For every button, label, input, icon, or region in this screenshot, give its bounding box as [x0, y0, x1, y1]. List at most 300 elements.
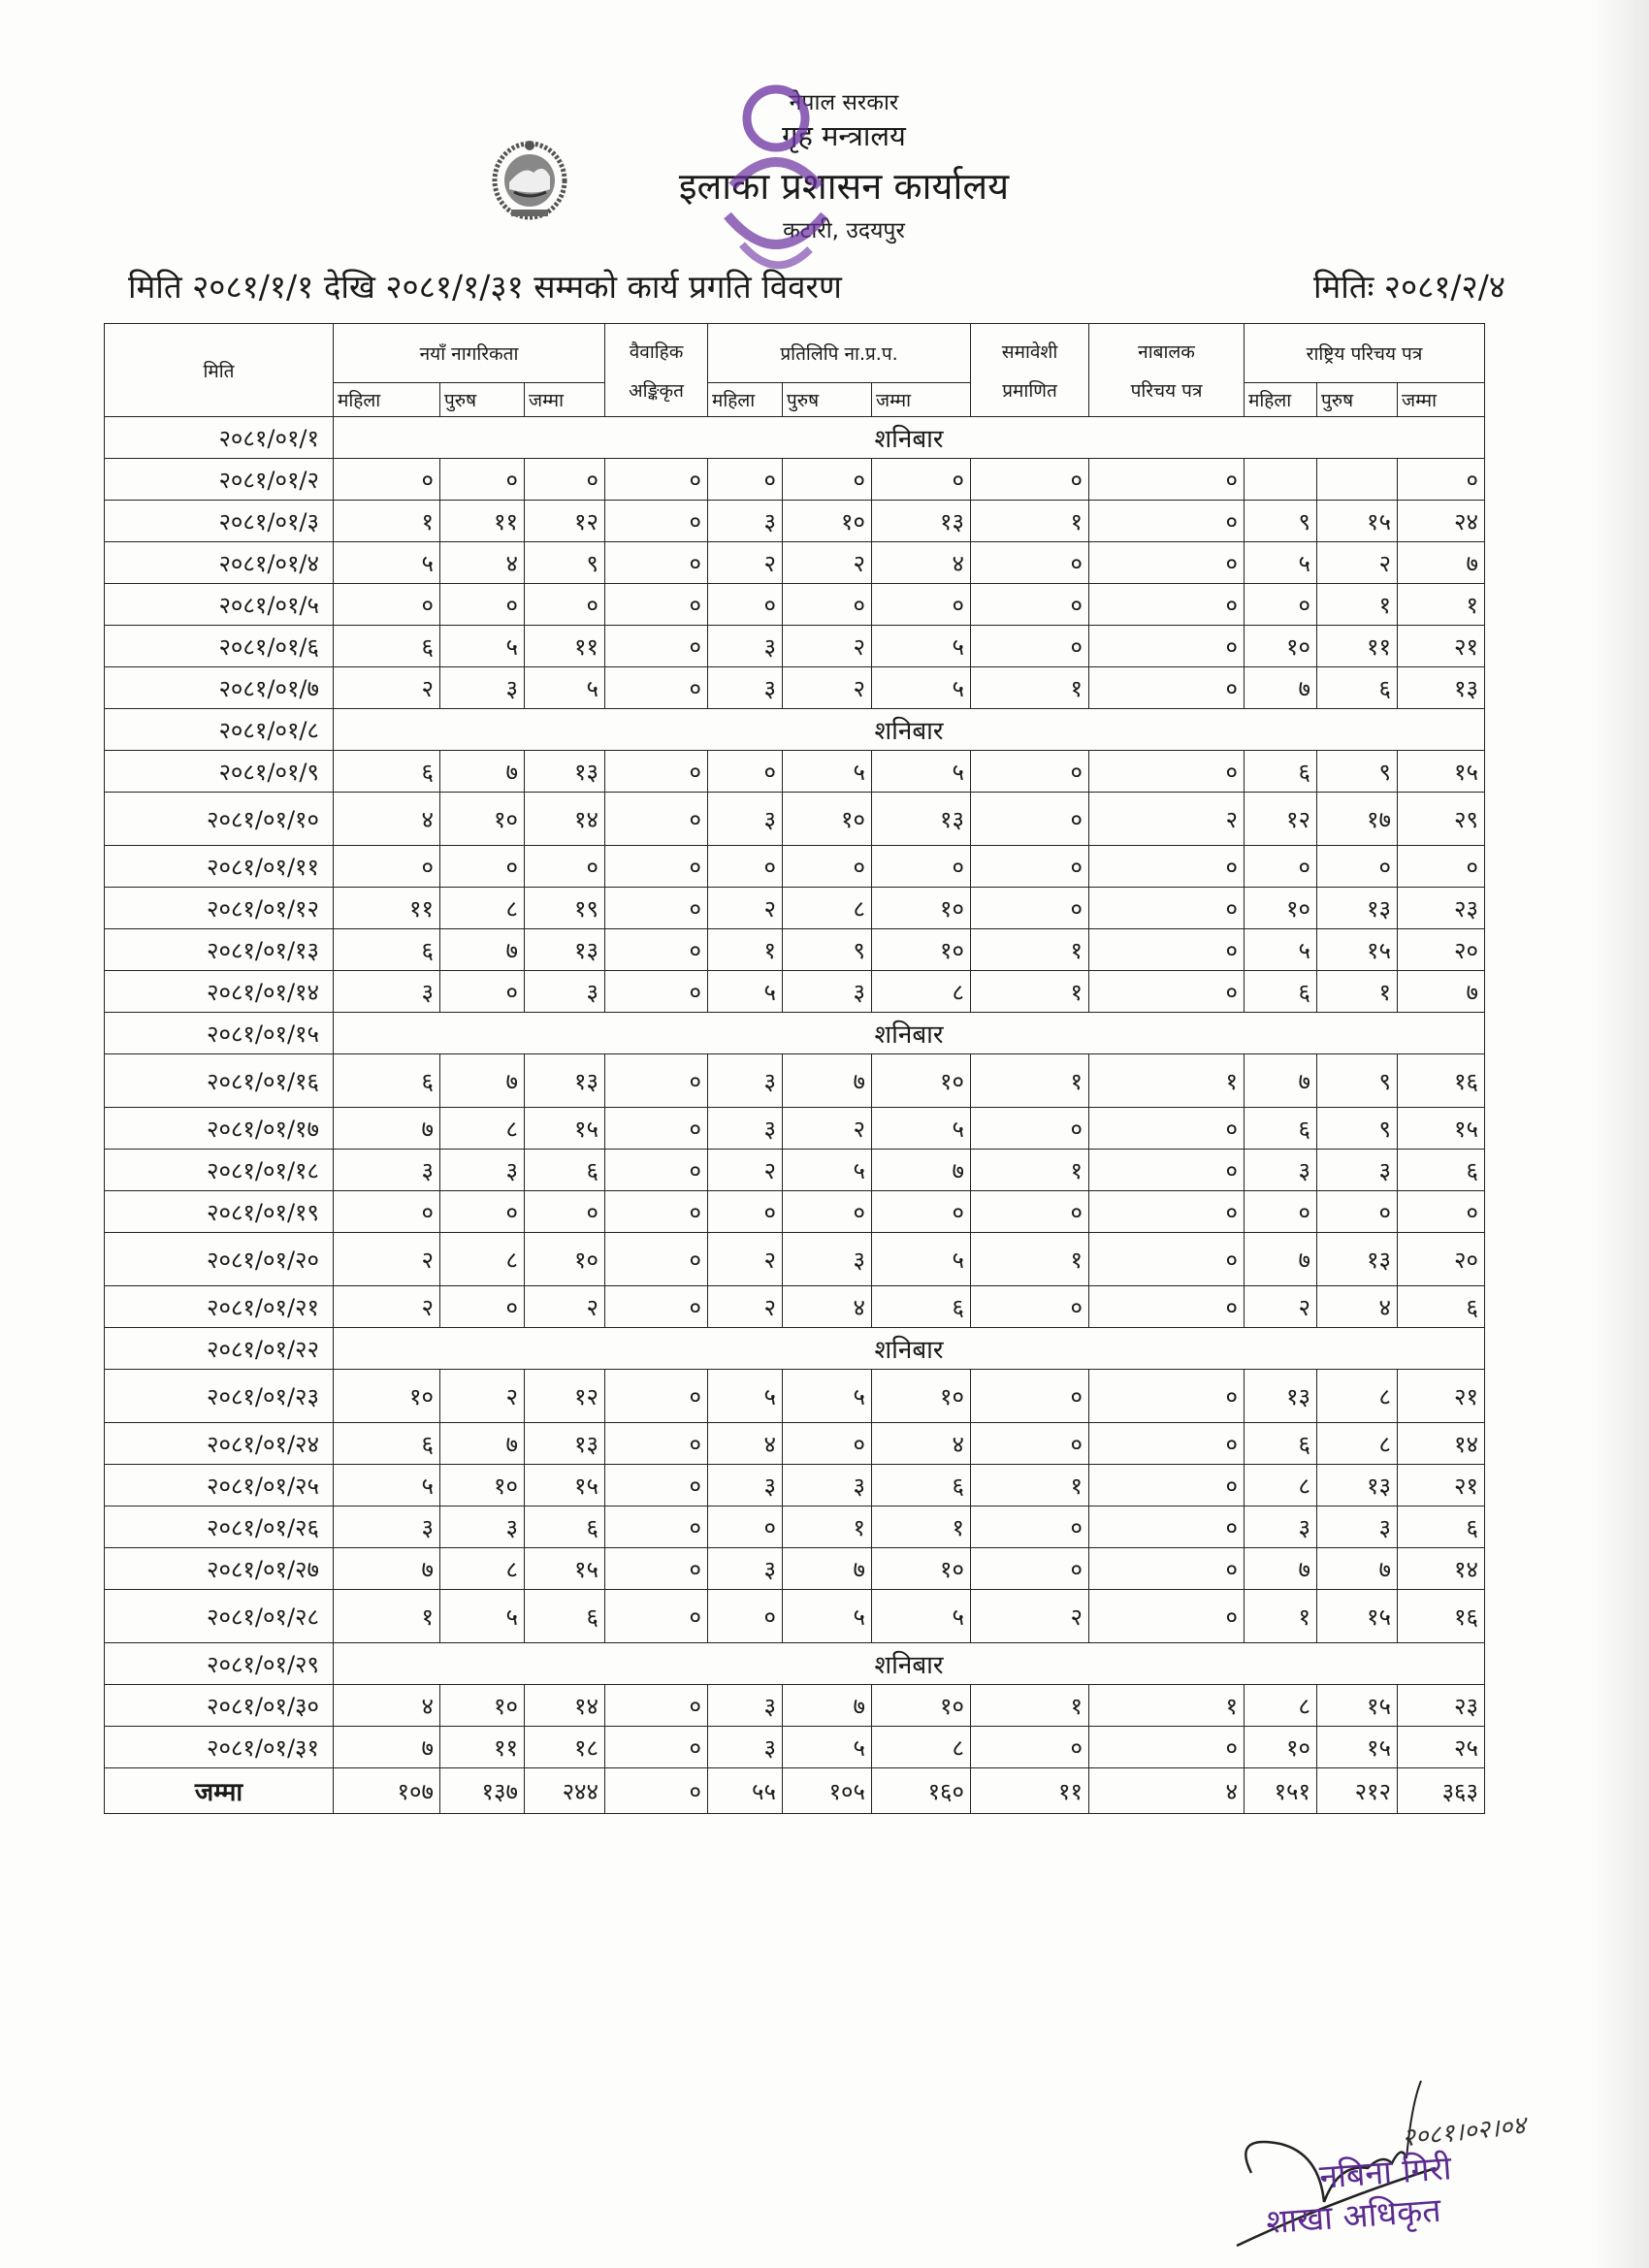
cell-nc-female: २ — [334, 1233, 440, 1286]
cell-cc-male: ५ — [783, 1370, 872, 1423]
total-nid-female: १५१ — [1245, 1768, 1317, 1814]
table-row-holiday — [105, 709, 1485, 751]
table-row — [105, 1370, 1485, 1423]
cell-nid-total: ६ — [1398, 1286, 1485, 1328]
cell-cc-total: ० — [872, 459, 971, 501]
cell-date: २०८१/०१/१५ — [105, 1013, 334, 1054]
cell-nid-total: ० — [1398, 846, 1485, 888]
cell-nc-female: ० — [334, 1191, 440, 1233]
cell-date: २०८१/०१/२७ — [105, 1548, 334, 1590]
cell-nid-total: १५ — [1398, 751, 1485, 793]
cell-nc-total: १३ — [525, 751, 605, 793]
cell-nid-male: ३ — [1317, 1507, 1398, 1548]
cell-nc-total: १५ — [525, 1465, 605, 1507]
cell-holiday-saturday: शनिबार — [334, 417, 1485, 459]
table-row-holiday — [105, 1328, 1485, 1370]
cell-date: २०८१/०१/२८ — [105, 1590, 334, 1643]
cell-nid-male: १३ — [1317, 888, 1398, 929]
cell-minor: ० — [1089, 1548, 1245, 1590]
cell-cc-total: १० — [872, 1685, 971, 1727]
cell-minor: १ — [1089, 1685, 1245, 1727]
cell-nc-male: ८ — [440, 1108, 525, 1150]
cell-nid-female: ० — [1245, 584, 1317, 626]
cell-cc-male: ७ — [783, 1685, 872, 1727]
cell-nid-female: १ — [1245, 1590, 1317, 1643]
cell-marriage: ० — [605, 501, 708, 542]
cell-date: २०८१/०१/२० — [105, 1233, 334, 1286]
table-row — [105, 1548, 1485, 1590]
cell-cc-female: ३ — [708, 793, 783, 846]
progress-report-table — [104, 323, 1485, 1814]
cell-cc-total: १३ — [872, 793, 971, 846]
cell-date: २०८१/०१/२ — [105, 459, 334, 501]
signatory-title: शाखा अधिकृत — [1264, 2190, 1442, 2243]
cell-minor: ० — [1089, 1423, 1245, 1465]
cell-nc-female: ११ — [334, 888, 440, 929]
office-location: कटारी, उदयपुर — [783, 218, 905, 243]
cell-nid-total: ७ — [1398, 542, 1485, 584]
table-row — [105, 667, 1485, 709]
cell-date: २०८१/०१/९ — [105, 751, 334, 793]
cell-date: २०८१/०१/२९ — [105, 1643, 334, 1685]
cell-cc-male: ३ — [783, 971, 872, 1013]
cell-nid-male: ६ — [1317, 667, 1398, 709]
table-header-group-row — [105, 324, 1485, 383]
cell-cc-female: २ — [708, 888, 783, 929]
cell-marriage: ० — [605, 1507, 708, 1548]
cell-nid-female: १० — [1245, 1727, 1317, 1768]
cell-marriage: ० — [605, 1286, 708, 1328]
signatory-name: नबिना गिरी — [1317, 2149, 1453, 2197]
header-inclusive-certified — [971, 324, 1089, 417]
cell-cc-male: ३ — [783, 1233, 872, 1286]
cell-minor: ० — [1089, 1507, 1245, 1548]
table-row-holiday — [105, 417, 1485, 459]
cell-marriage: ० — [605, 1423, 708, 1465]
cell-cc-total: ४ — [872, 1423, 971, 1465]
cell-nc-total: ६ — [525, 1590, 605, 1643]
table-row — [105, 846, 1485, 888]
cell-nid-male: १५ — [1317, 1685, 1398, 1727]
cell-cc-female: २ — [708, 542, 783, 584]
cell-nc-total: १५ — [525, 1108, 605, 1150]
nepal-emblem-icon — [490, 136, 569, 221]
cell-cc-total: ५ — [872, 1233, 971, 1286]
cell-cc-female: ३ — [708, 626, 783, 667]
table-row — [105, 1685, 1485, 1727]
cell-minor: ० — [1089, 751, 1245, 793]
cell-nc-male: १० — [440, 1465, 525, 1507]
cell-date: २०८१/०१/६ — [105, 626, 334, 667]
cell-cc-male: १० — [783, 793, 872, 846]
cell-inclusive: ० — [971, 1423, 1089, 1465]
cell-cc-male: ७ — [783, 1054, 872, 1108]
cell-inclusive: १ — [971, 971, 1089, 1013]
office-name: इलाका प्रशासन कार्यालय — [678, 165, 1010, 208]
cell-cc-female: २ — [708, 1150, 783, 1191]
cell-cc-female: ० — [708, 459, 783, 501]
cell-cc-female: २ — [708, 1286, 783, 1328]
header-inclusive-line2: प्रमाणित — [1002, 379, 1057, 402]
cell-inclusive: ० — [971, 584, 1089, 626]
cell-inclusive: ० — [971, 1548, 1089, 1590]
cell-minor: ० — [1089, 846, 1245, 888]
cell-nc-male: ५ — [440, 626, 525, 667]
cell-date: २०८१/०१/१७ — [105, 1108, 334, 1150]
cell-nc-female: १० — [334, 1370, 440, 1423]
cell-date: २०८१/०१/१९ — [105, 1191, 334, 1233]
cell-cc-total: ५ — [872, 626, 971, 667]
cell-minor: ० — [1089, 1108, 1245, 1150]
cell-minor: ० — [1089, 888, 1245, 929]
cell-nid-male: १५ — [1317, 1727, 1398, 1768]
header-minor-line1: नाबालक — [1138, 340, 1195, 363]
cell-cc-male: ५ — [783, 1727, 872, 1768]
cell-cc-total: १ — [872, 1507, 971, 1548]
cell-nid-female: ० — [1245, 1191, 1317, 1233]
header-nid-female: महिला — [1245, 383, 1317, 417]
total-cc-male: १०५ — [783, 1768, 872, 1814]
cell-nid-total: १६ — [1398, 1590, 1485, 1643]
cell-nid-female: १२ — [1245, 793, 1317, 846]
cell-nc-total: १२ — [525, 501, 605, 542]
cell-inclusive: ० — [971, 1108, 1089, 1150]
cell-nc-total: १५ — [525, 1548, 605, 1590]
cell-nc-female: ५ — [334, 1465, 440, 1507]
cell-cc-total: ५ — [872, 751, 971, 793]
cell-nid-total: १ — [1398, 584, 1485, 626]
cell-minor: ० — [1089, 501, 1245, 542]
table-total-row — [105, 1768, 1485, 1814]
cell-nid-total: २४ — [1398, 501, 1485, 542]
cell-cc-male: २ — [783, 667, 872, 709]
cell-nc-total: ० — [525, 459, 605, 501]
cell-inclusive: ० — [971, 793, 1089, 846]
cell-marriage: ० — [605, 667, 708, 709]
cell-marriage: ० — [605, 1685, 708, 1727]
cell-nc-male: २ — [440, 1370, 525, 1423]
total-nc-female: १०७ — [334, 1768, 440, 1814]
cell-inclusive: ० — [971, 459, 1089, 501]
government-name: नेपाल सरकार — [789, 90, 899, 115]
header-marriage-line1: वैवाहिक — [629, 340, 684, 363]
report-date: मितिः २०८१/२/४ — [1313, 268, 1505, 306]
cell-minor: ० — [1089, 1191, 1245, 1233]
cell-nc-male: ० — [440, 459, 525, 501]
cell-nid-total: ० — [1398, 1191, 1485, 1233]
cell-inclusive: १ — [971, 1465, 1089, 1507]
cell-nid-female: ८ — [1245, 1685, 1317, 1727]
table-row — [105, 1507, 1485, 1548]
table-body — [105, 417, 1485, 1768]
page-edge-shadow — [1591, 0, 1649, 2268]
cell-cc-male: ४ — [783, 1286, 872, 1328]
table-row — [105, 1191, 1485, 1233]
cell-minor: ० — [1089, 584, 1245, 626]
header-new-citizenship: नयाँ नागरिकता — [334, 324, 605, 383]
cell-nc-female: ७ — [334, 1727, 440, 1768]
total-minor: ४ — [1089, 1768, 1245, 1814]
cell-date: २०८१/०१/३१ — [105, 1727, 334, 1768]
cell-marriage: ० — [605, 1465, 708, 1507]
cell-nc-male: १० — [440, 1685, 525, 1727]
cell-nc-male: ३ — [440, 1507, 525, 1548]
cell-nid-total: ६ — [1398, 1507, 1485, 1548]
cell-inclusive: ० — [971, 1191, 1089, 1233]
cell-cc-female: ३ — [708, 1685, 783, 1727]
cell-cc-total: ६ — [872, 1465, 971, 1507]
cell-nid-male: ११ — [1317, 626, 1398, 667]
total-nc-total: २४४ — [525, 1768, 605, 1814]
cell-nid-female: ६ — [1245, 1423, 1317, 1465]
cell-nid-male: ८ — [1317, 1423, 1398, 1465]
cell-cc-male: १० — [783, 501, 872, 542]
cell-nc-male: ११ — [440, 1727, 525, 1768]
cell-date: २०८१/०१/८ — [105, 709, 334, 751]
cell-cc-total: ० — [872, 1191, 971, 1233]
cell-nid-total: २१ — [1398, 626, 1485, 667]
cell-minor: ० — [1089, 1370, 1245, 1423]
cell-cc-female: ० — [708, 1590, 783, 1643]
cell-nc-total: १० — [525, 1233, 605, 1286]
cell-nc-male: ७ — [440, 1423, 525, 1465]
cell-cc-female: ० — [708, 751, 783, 793]
cell-minor: ० — [1089, 1590, 1245, 1643]
total-nc-male: १३७ — [440, 1768, 525, 1814]
cell-nid-female — [1245, 459, 1317, 501]
cell-nc-female: ६ — [334, 626, 440, 667]
cell-cc-total: १० — [872, 1548, 971, 1590]
header-date: मिति — [105, 324, 334, 417]
cell-cc-female: ५ — [708, 1370, 783, 1423]
cell-date: २०८१/०१/१८ — [105, 1150, 334, 1191]
cell-nid-male: ० — [1317, 1191, 1398, 1233]
cell-cc-male: ९ — [783, 929, 872, 971]
cell-nc-female: ४ — [334, 1685, 440, 1727]
cell-cc-female: ० — [708, 846, 783, 888]
cell-cc-female: ४ — [708, 1423, 783, 1465]
header-nid-male: पुरुष — [1317, 383, 1398, 417]
cell-nid-total: १५ — [1398, 1108, 1485, 1150]
cell-nc-total: १३ — [525, 1054, 605, 1108]
cell-nc-total: १४ — [525, 793, 605, 846]
cell-nid-total: ६ — [1398, 1150, 1485, 1191]
table-row-holiday — [105, 1643, 1485, 1685]
cell-date: २०८१/०१/२४ — [105, 1423, 334, 1465]
cell-nid-female: ६ — [1245, 1108, 1317, 1150]
cell-nc-total: ६ — [525, 1507, 605, 1548]
cell-cc-male: ७ — [783, 1548, 872, 1590]
table-row-holiday — [105, 1013, 1485, 1054]
cell-cc-total: १० — [872, 929, 971, 971]
cell-cc-male: ० — [783, 459, 872, 501]
cell-nc-female: ३ — [334, 1150, 440, 1191]
cell-inclusive: १ — [971, 1054, 1089, 1108]
cell-nid-female: ८ — [1245, 1465, 1317, 1507]
cell-nid-total: २५ — [1398, 1727, 1485, 1768]
table-row — [105, 542, 1485, 584]
cell-cc-male: २ — [783, 542, 872, 584]
total-cc-female: ५५ — [708, 1768, 783, 1814]
cell-nc-male: ७ — [440, 929, 525, 971]
header-cc-female: महिला — [708, 383, 783, 417]
header-minor-line2: परिचय पत्र — [1130, 379, 1203, 402]
cell-minor: ० — [1089, 1233, 1245, 1286]
cell-date: २०८१/०१/१ — [105, 417, 334, 459]
cell-nid-female: ९ — [1245, 501, 1317, 542]
cell-minor: ० — [1089, 929, 1245, 971]
cell-cc-male: ५ — [783, 751, 872, 793]
table-row — [105, 1286, 1485, 1328]
cell-minor: ० — [1089, 626, 1245, 667]
cell-nc-female: ० — [334, 459, 440, 501]
cell-cc-male: २ — [783, 1108, 872, 1150]
cell-marriage: ० — [605, 1108, 708, 1150]
cell-date: २०८१/०१/११ — [105, 846, 334, 888]
cell-marriage: ० — [605, 1054, 708, 1108]
cell-cc-male: ० — [783, 1191, 872, 1233]
cell-inclusive: ० — [971, 888, 1089, 929]
cell-nid-male: १ — [1317, 971, 1398, 1013]
total-marriage: ० — [605, 1768, 708, 1814]
cell-nid-female: १० — [1245, 888, 1317, 929]
cell-inclusive: १ — [971, 1150, 1089, 1191]
table-row — [105, 1465, 1485, 1507]
cell-nid-female: ७ — [1245, 667, 1317, 709]
table-row — [105, 1423, 1485, 1465]
cell-nc-total: १२ — [525, 1370, 605, 1423]
cell-nc-total: १४ — [525, 1685, 605, 1727]
cell-nc-total: १३ — [525, 1423, 605, 1465]
cell-nid-total: १४ — [1398, 1423, 1485, 1465]
cell-cc-total: १० — [872, 1370, 971, 1423]
cell-nid-male: १५ — [1317, 1590, 1398, 1643]
cell-marriage: ० — [605, 971, 708, 1013]
cell-nid-total: १३ — [1398, 667, 1485, 709]
cell-nid-total: ० — [1398, 459, 1485, 501]
table-row — [105, 1150, 1485, 1191]
cell-marriage: ० — [605, 1370, 708, 1423]
table-row — [105, 459, 1485, 501]
cell-nid-male — [1317, 459, 1398, 501]
cell-nid-male: १७ — [1317, 793, 1398, 846]
cell-nc-total: १३ — [525, 929, 605, 971]
cell-cc-total: ५ — [872, 1108, 971, 1150]
cell-nc-female: ३ — [334, 971, 440, 1013]
cell-holiday-saturday: शनिबार — [334, 1643, 1485, 1685]
cell-nid-male: ३ — [1317, 1150, 1398, 1191]
cell-marriage: ० — [605, 751, 708, 793]
cell-minor: ० — [1089, 1727, 1245, 1768]
cell-minor: ० — [1089, 1150, 1245, 1191]
cell-date: २०८१/०१/३० — [105, 1685, 334, 1727]
cell-nid-female: ७ — [1245, 1548, 1317, 1590]
cell-cc-male: ५ — [783, 1590, 872, 1643]
cell-cc-total: ७ — [872, 1150, 971, 1191]
cell-cc-female: ० — [708, 1191, 783, 1233]
table-row — [105, 501, 1485, 542]
table-row — [105, 626, 1485, 667]
cell-cc-total: ० — [872, 584, 971, 626]
cell-nc-male: ० — [440, 971, 525, 1013]
cell-date: २०८१/०१/४ — [105, 542, 334, 584]
cell-inclusive: १ — [971, 1685, 1089, 1727]
cell-cc-female: ३ — [708, 1108, 783, 1150]
cell-marriage: ० — [605, 1727, 708, 1768]
cell-minor: ० — [1089, 1465, 1245, 1507]
cell-nc-male: ३ — [440, 667, 525, 709]
cell-nc-female: ६ — [334, 751, 440, 793]
cell-nc-male: ० — [440, 1286, 525, 1328]
cell-cc-female: ५ — [708, 971, 783, 1013]
table-row — [105, 584, 1485, 626]
cell-nc-female: ३ — [334, 1507, 440, 1548]
cell-nc-total: ० — [525, 584, 605, 626]
cell-nc-female: १ — [334, 1590, 440, 1643]
total-nid-male: २१२ — [1317, 1768, 1398, 1814]
cell-nid-male: १५ — [1317, 929, 1398, 971]
cell-cc-female: ० — [708, 1507, 783, 1548]
cell-nid-female: ६ — [1245, 971, 1317, 1013]
cell-nid-female: १३ — [1245, 1370, 1317, 1423]
cell-date: २०८१/०१/१४ — [105, 971, 334, 1013]
cell-nid-female: ७ — [1245, 1233, 1317, 1286]
cell-cc-total: ५ — [872, 667, 971, 709]
total-label: जम्मा — [105, 1768, 334, 1814]
cell-marriage: ० — [605, 542, 708, 584]
cell-nc-female: १ — [334, 501, 440, 542]
cell-nc-male: ० — [440, 584, 525, 626]
cell-cc-female: ३ — [708, 1548, 783, 1590]
cell-nc-female: ४ — [334, 793, 440, 846]
cell-nid-male: ० — [1317, 846, 1398, 888]
cell-marriage: ० — [605, 888, 708, 929]
cell-cc-total: ४ — [872, 542, 971, 584]
cell-cc-total: ० — [872, 846, 971, 888]
cell-marriage: ० — [605, 1150, 708, 1191]
cell-nid-total: २० — [1398, 1233, 1485, 1286]
cell-nc-male: ७ — [440, 751, 525, 793]
header-inclusive-line1: समावेशी — [1001, 340, 1058, 363]
cell-marriage: ० — [605, 929, 708, 971]
cell-nc-female: ६ — [334, 1054, 440, 1108]
cell-date: २०८१/०१/१२ — [105, 888, 334, 929]
header-national-id: राष्ट्रिय परिचय पत्र — [1245, 324, 1485, 383]
cell-marriage: ० — [605, 793, 708, 846]
cell-cc-male: ३ — [783, 1465, 872, 1507]
header-cc-total: जम्मा — [872, 383, 971, 417]
table-row — [105, 888, 1485, 929]
cell-nc-total: ९ — [525, 542, 605, 584]
header-nid-total: जम्मा — [1398, 383, 1485, 417]
cell-nid-total: २० — [1398, 929, 1485, 971]
cell-holiday-saturday: शनिबार — [334, 1328, 1485, 1370]
cell-cc-total: ५ — [872, 1590, 971, 1643]
cell-nc-male: ४ — [440, 542, 525, 584]
cell-cc-female: २ — [708, 1233, 783, 1286]
cell-nid-male: १३ — [1317, 1233, 1398, 1286]
cell-cc-total: ८ — [872, 1727, 971, 1768]
cell-inclusive: ० — [971, 846, 1089, 888]
cell-cc-total: १० — [872, 1054, 971, 1108]
table-row — [105, 1108, 1485, 1150]
cell-inclusive: ० — [971, 542, 1089, 584]
cell-date: २०८१/०१/७ — [105, 667, 334, 709]
cell-nid-total: ७ — [1398, 971, 1485, 1013]
header-nc-female: महिला — [334, 383, 440, 417]
cell-nc-male: १० — [440, 793, 525, 846]
cell-nc-female: ० — [334, 846, 440, 888]
